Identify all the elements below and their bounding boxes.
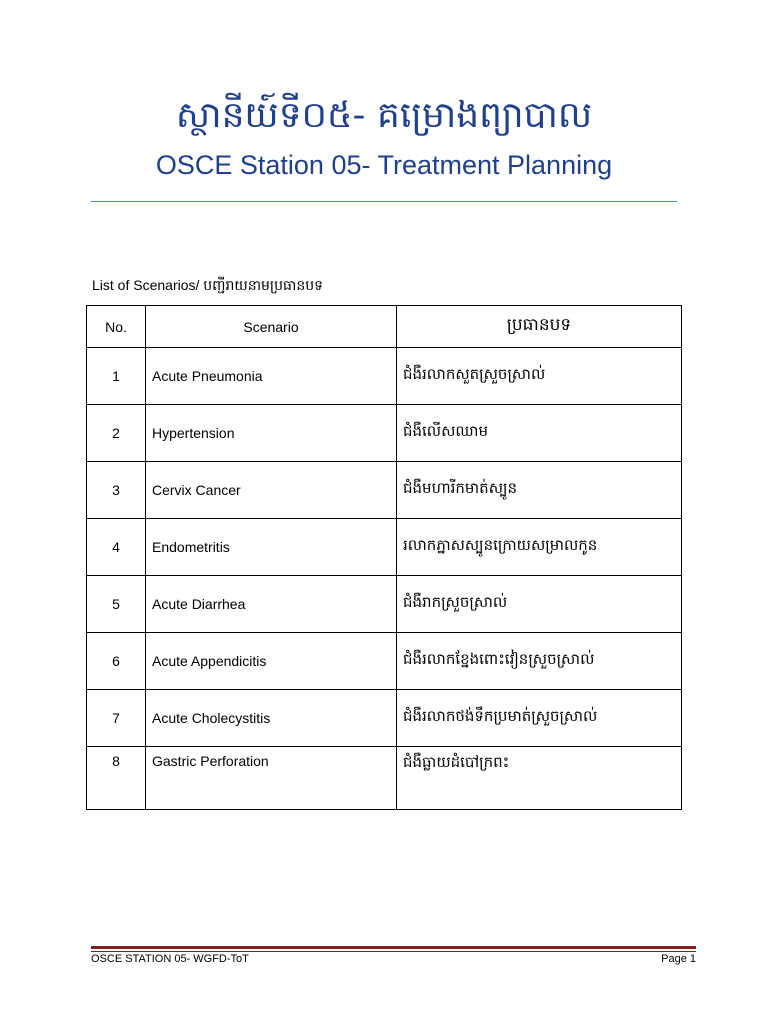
row-scenario: Cervix Cancer xyxy=(146,462,397,519)
row-scenario: Acute Diarrhea xyxy=(146,576,397,633)
row-khmer: ជំងឺមហារីកមាត់ស្បូន xyxy=(397,462,682,519)
row-number: 4 xyxy=(87,519,146,576)
row-number: 6 xyxy=(87,633,146,690)
row-scenario: Hypertension xyxy=(146,405,397,462)
title-divider xyxy=(91,201,677,202)
row-khmer: ជំងឺរលាកថង់ទឹកប្រមាត់ស្រួចស្រាល់ xyxy=(397,690,682,747)
row-scenario: Acute Cholecystitis xyxy=(146,690,397,747)
title-english: OSCE Station 05- Treatment Planning xyxy=(155,150,613,180)
row-number: 2 xyxy=(87,405,146,462)
header-khmer: ប្រធានបទ xyxy=(397,306,682,348)
row-number: 5 xyxy=(87,576,146,633)
header-no: No. xyxy=(87,306,146,348)
table-row xyxy=(87,462,682,519)
row-khmer: ជំងឺធ្លាយដំបៅក្រពះ xyxy=(397,747,682,810)
row-number: 7 xyxy=(87,690,146,747)
table-row xyxy=(87,747,682,810)
table-row xyxy=(87,690,682,747)
row-khmer: ជំងឺលើសឈាម xyxy=(397,405,682,462)
table-row xyxy=(87,519,682,576)
row-scenario: Endometritis xyxy=(146,519,397,576)
table-row xyxy=(87,348,682,405)
row-number: 8 xyxy=(87,747,146,810)
list-heading: List of Scenarios/ បញ្ជីរាយនាមប្រធានបទ xyxy=(92,277,323,293)
row-scenario: Acute Pneumonia xyxy=(146,348,397,405)
row-number: 1 xyxy=(87,348,146,405)
footer-divider-thin xyxy=(91,951,696,952)
row-khmer: ជំងឺរលាកសួតស្រួចស្រាល់ xyxy=(397,348,682,405)
footer-divider-thick xyxy=(91,946,696,949)
row-scenario: Acute Appendicitis xyxy=(146,633,397,690)
row-khmer: ជំងឺរាកស្រួចស្រាល់ xyxy=(397,576,682,633)
table-row xyxy=(87,576,682,633)
footer-page-number: Page 1 xyxy=(661,953,696,965)
row-scenario: Gastric Perforation xyxy=(146,747,397,810)
row-number: 3 xyxy=(87,462,146,519)
title-khmer: ស្ថានីយ៍ទី០៥- គម្រោងព្យាបាល xyxy=(175,95,593,136)
row-khmer: ជំងឺរលាកខ្នែងពោះវៀនស្រួចស្រាល់ xyxy=(397,633,682,690)
scenarios-table xyxy=(86,305,682,810)
table-header-row xyxy=(87,306,682,348)
row-khmer: រលាកភ្នាសស្បូនក្រោយសម្រាលកូន xyxy=(397,519,682,576)
table-row xyxy=(87,405,682,462)
header-scenario: Scenario xyxy=(146,306,397,348)
footer-document-label: OSCE STATION 05- WGFD-ToT xyxy=(91,953,249,965)
table-row xyxy=(87,633,682,690)
